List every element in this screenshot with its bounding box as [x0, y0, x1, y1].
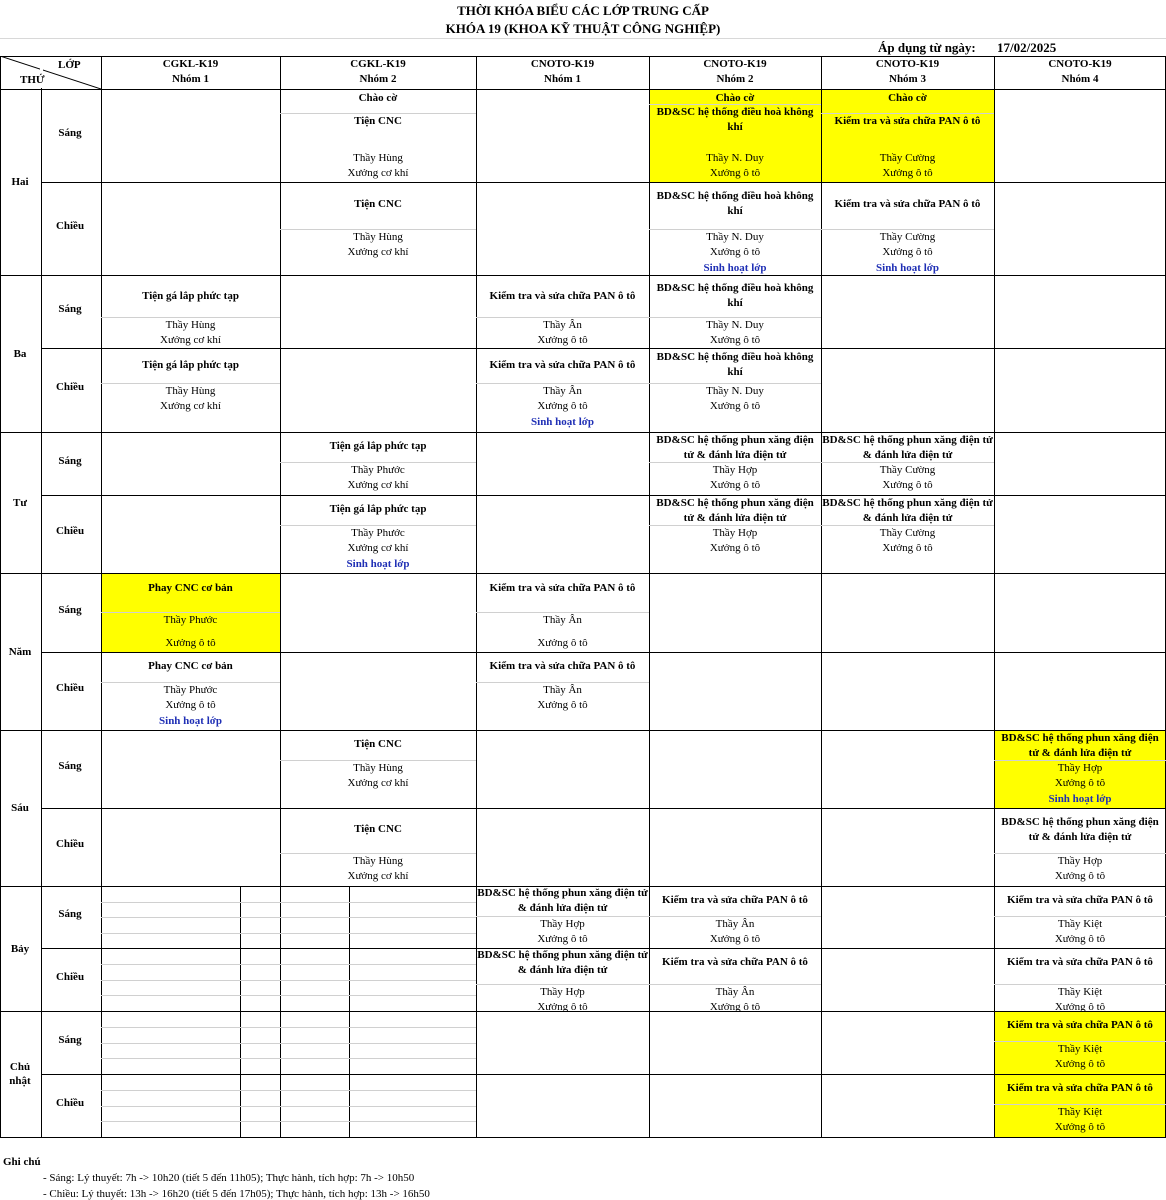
subject-name: Phay CNC cơ bản: [148, 660, 233, 672]
apply-date-value: 17/02/2025: [997, 40, 1057, 55]
workshop-location: Xưởng cơ khí: [160, 400, 221, 412]
header-lop-label: LỚP: [58, 59, 81, 71]
subject-name: BD&SC hệ thống điều hoà không khí: [656, 351, 814, 378]
cell-line-separator: [649, 525, 821, 526]
session-morning-label: Sáng: [58, 126, 82, 139]
subrow-separator: [101, 964, 476, 965]
class-header-name: CGKL-K19: [162, 58, 219, 70]
subject-name: Tiện gá lắp phức tạp: [142, 359, 239, 371]
teacher-name: Thầy Hùng: [165, 319, 216, 331]
workshop-location: Xưởng ô tô: [709, 246, 761, 258]
cell-line-separator: [476, 984, 649, 985]
session-afternoon-label: Chiều: [55, 1096, 85, 1109]
class-header-group: Nhóm 3: [889, 73, 926, 85]
lesson-cell: [101, 275, 280, 348]
class-header-name: CGKL-K19: [350, 58, 406, 70]
workshop-location: Xưởng ô tô: [709, 400, 761, 412]
lesson-cell: [649, 495, 821, 573]
teacher-name: Thầy Ân: [543, 684, 582, 696]
workshop-location: Xưởng cơ khí: [160, 334, 221, 346]
subrow-separator: [101, 917, 476, 918]
session-morning-label: Sáng: [58, 760, 82, 772]
cell-line-separator: [994, 984, 1166, 985]
teacher-name: Thầy Cường: [879, 527, 936, 539]
day-label: Năm: [8, 645, 32, 658]
lesson-cell: [476, 573, 649, 652]
class-header-group: Nhóm 2: [716, 73, 754, 85]
subject-name: Kiểm tra và sửa chữa PAN ô tô: [1007, 1019, 1153, 1031]
workshop-location: Xưởng ô tô: [882, 167, 933, 179]
subject-name: Kiểm tra và sửa chữa PAN ô tô: [489, 582, 636, 594]
day-label: Ba: [13, 347, 27, 360]
lesson-cell: [280, 808, 476, 886]
row-line: [0, 730, 1166, 731]
workshop-location: Xưởng cơ khí: [347, 479, 409, 491]
notes-label: Ghi chú: [3, 1156, 41, 1168]
lesson-cell: [821, 432, 994, 495]
split-divider: [240, 886, 241, 1137]
lesson-cell: [994, 1074, 1166, 1137]
flag-ceremony-label: Chào cờ: [715, 92, 755, 104]
teacher-name: Thầy Hùng: [353, 855, 403, 867]
teacher-name: Thầy Ân: [715, 986, 755, 998]
class-header-group: Nhóm 4: [1061, 73, 1099, 85]
session-morning-label: Sáng: [58, 908, 82, 920]
page-title: THỜI KHÓA BIỂU CÁC LỚP TRUNG CẤP: [457, 3, 709, 18]
subject-name: Kiểm tra và sửa chữa PAN ô tô: [662, 894, 808, 906]
class-header-name: CNOTO-K19: [703, 58, 767, 70]
teacher-name: Thầy Ân: [543, 614, 582, 626]
header-corner-diagonal: [0, 56, 101, 89]
teacher-name: Thầy Kiệt: [1057, 1106, 1103, 1118]
subject-name: Kiểm tra và sửa chữa PAN ô tô: [834, 198, 981, 210]
session-afternoon-label: Chiều: [55, 525, 85, 537]
day-label: Chủ nhật: [9, 1061, 31, 1087]
workshop-location: Xưởng ô tô: [1054, 1121, 1106, 1133]
class-header-name: CNOTO-K19: [1048, 58, 1112, 70]
cell-line-separator: [821, 229, 994, 230]
lesson-cell: [649, 89, 821, 182]
cell-line-separator: [280, 525, 476, 526]
cell-line-separator: [476, 317, 649, 318]
lesson-cell: [476, 275, 649, 348]
subject-name: Tiện gá lắp phức tạp: [329, 503, 427, 515]
cell-line-separator: [476, 682, 649, 683]
subject-name: Kiểm tra và sửa chữa PAN ô tô: [662, 956, 808, 968]
workshop-location: Xưởng ô tô: [709, 542, 761, 554]
session-morning-label: Sáng: [58, 454, 82, 467]
subject-name: BD&SC hệ thống phun xăng điện tử & đánh lửa điện tử: [1001, 732, 1159, 759]
cell-line-separator: [994, 1041, 1166, 1042]
teacher-name: Thầy Kiệt: [1057, 918, 1103, 930]
workshop-location: Xưởng ô tô: [165, 637, 216, 649]
subrow-separator: [101, 1090, 476, 1091]
workshop-location: Xưởng ô tô: [1054, 777, 1106, 789]
teacher-name: Thầy Phước: [351, 527, 405, 539]
subject-name: Tiện CNC: [354, 198, 402, 210]
teacher-name: Thầy Ân: [543, 319, 582, 331]
subject-name: BD&SC hệ thống phun xăng điện tử & đánh lửa điện tử: [822, 497, 993, 524]
lesson-cell: [649, 432, 821, 495]
lesson-cell: [649, 886, 821, 948]
cell-line-separator: [649, 317, 821, 318]
cell-line-separator: [649, 104, 821, 105]
teacher-name: Thầy Hợp: [1057, 855, 1103, 867]
lesson-cell: [821, 182, 994, 275]
cell-line-separator: [476, 383, 649, 384]
subject-name: Tiện gá lắp phức tạp: [329, 440, 427, 452]
class-header-group: Nhóm 1: [544, 73, 581, 85]
session-afternoon-label: Chiều: [55, 970, 85, 983]
lesson-cell: [821, 495, 994, 573]
subject-name: BD&SC hệ thống điều hoà không khí: [656, 282, 814, 309]
workshop-location: Xưởng ô tô: [709, 334, 761, 346]
lesson-cell: [280, 182, 476, 275]
teacher-name: Thầy Kiệt: [1057, 1043, 1103, 1055]
subrow-separator: [101, 980, 476, 981]
lesson-cell: [649, 275, 821, 348]
session-afternoon-label: Chiều: [55, 219, 85, 232]
workshop-location: Xưởng ô tô: [882, 479, 933, 491]
subject-name: Kiểm tra và sửa chữa PAN ô tô: [1007, 1082, 1153, 1094]
page-subtitle: KHÓA 19 (KHOA KỸ THUẬT CÔNG NGHIỆP): [445, 21, 721, 36]
class-activity-label: Sinh hoạt lớp: [703, 262, 767, 274]
teacher-name: Thầy Phước: [163, 614, 218, 626]
session-afternoon-label: Chiều: [55, 838, 85, 850]
subject-name: Phay CNC cơ bản: [148, 582, 233, 594]
teacher-name: Thầy Ân: [543, 385, 582, 397]
class-activity-label: Sinh hoạt lớp: [876, 262, 939, 274]
class-activity-label: Sinh hoạt lớp: [1048, 793, 1112, 805]
subject-name: Tiện gá lắp phức tạp: [142, 290, 239, 302]
subrow-separator: [101, 1027, 476, 1028]
subject-name: BD&SC hệ thống điều hoà không khí: [656, 190, 814, 217]
cell-line-separator: [649, 383, 821, 384]
cell-line-separator: [649, 916, 821, 917]
subject-name: BD&SC hệ thống phun xăng điện tử & đánh lửa điện tử: [477, 887, 648, 914]
teacher-name: Thầy Cường: [879, 464, 936, 476]
subject-name: Kiểm tra và sửa chữa PAN ô tô: [1007, 894, 1153, 906]
note-afternoon: - Chiều: Lý thuyết: 13h -> 16h20 (tiết 5 đến 17h05); Thực hành, tích hợp: 13h -> 16h50: [43, 1188, 430, 1200]
lesson-cell: [280, 495, 476, 573]
lesson-cell: [476, 886, 649, 948]
cell-line-separator: [821, 462, 994, 463]
workshop-location: Xưởng ô tô: [709, 933, 761, 945]
apply-date-label: Áp dụng từ ngày:: [878, 40, 976, 55]
subject-name: BD&SC hệ thống phun xăng điện tử & đánh lửa điện tử: [477, 949, 648, 976]
session-morning-label: Sáng: [58, 1033, 82, 1046]
class-activity-label: Sinh hoạt lớp: [159, 715, 222, 727]
teacher-name: Thầy Ân: [715, 918, 755, 930]
session-morning-label: Sáng: [58, 603, 82, 616]
teacher-name: Thầy N. Duy: [706, 319, 764, 331]
lesson-cell: [994, 1011, 1166, 1074]
teacher-name: Thầy Phước: [163, 684, 218, 696]
subject-name: Kiểm tra và sửa chữa PAN ô tô: [489, 660, 636, 672]
teacher-name: Thầy Cường: [879, 231, 936, 243]
subject-name: Tiện CNC: [354, 823, 402, 835]
timetable-grid: [0, 56, 1166, 1138]
workshop-location: Xưởng ô tô: [537, 637, 588, 649]
cell-line-separator: [101, 383, 280, 384]
cell-line-separator: [280, 853, 476, 854]
teacher-name: Thầy Hợp: [540, 918, 585, 930]
teacher-name: Thầy Hợp: [712, 527, 758, 539]
lesson-cell: [994, 886, 1166, 948]
class-activity-label: Sinh hoạt lớp: [346, 558, 410, 570]
workshop-location: Xưởng cơ khí: [347, 246, 409, 258]
lesson-cell: [476, 652, 649, 730]
cell-line-separator: [280, 462, 476, 463]
cell-line-separator: [101, 682, 280, 683]
subject-name: BD&SC hệ thống phun xăng điện tử & đánh lửa điện tử: [656, 497, 814, 524]
day-label: Sáu: [11, 802, 29, 814]
subject-name: BD&SC hệ thống phun xăng điện tử & đánh lửa điện tử: [656, 434, 814, 461]
subject-name: BD&SC hệ thống phun xăng điện tử & đánh lửa điện tử: [822, 434, 993, 461]
workshop-location: Xưởng cơ khí: [347, 777, 409, 789]
lesson-cell: [280, 730, 476, 808]
teacher-name: Thầy N. Duy: [706, 231, 764, 243]
subrow-separator: [101, 1058, 476, 1059]
lesson-cell: [994, 948, 1166, 1011]
subrow-separator: [101, 902, 476, 903]
row-line: [41, 182, 1166, 183]
teacher-name: Thầy Cường: [879, 152, 936, 164]
workshop-location: Xưởng cơ khí: [347, 542, 409, 554]
split-divider: [349, 886, 350, 1137]
session-afternoon-label: Chiều: [55, 381, 85, 393]
subrow-separator: [101, 995, 476, 996]
lesson-cell: [649, 948, 821, 1011]
cell-line-separator: [649, 462, 821, 463]
workshop-location: Xưởng ô tô: [1054, 1001, 1106, 1011]
subrow-separator: [101, 1121, 476, 1122]
session-afternoon-label: Chiều: [55, 682, 85, 694]
teacher-name: Thầy Hùng: [165, 385, 216, 397]
cell-line-separator: [280, 113, 476, 114]
lesson-cell: [649, 182, 821, 275]
workshop-location: Xưởng ô tô: [537, 699, 588, 711]
lesson-cell: [476, 348, 649, 432]
workshop-location: Xưởng ô tô: [1054, 933, 1106, 945]
subject-name: Kiểm tra và sửa chữa PAN ô tô: [489, 290, 636, 302]
cell-line-separator: [821, 113, 994, 114]
workshop-location: Xưởng ô tô: [537, 400, 588, 412]
subject-name: Kiểm tra và sửa chữa PAN ô tô: [489, 359, 636, 371]
workshop-location: Xưởng ô tô: [1054, 870, 1106, 882]
row-line: [0, 1137, 1166, 1138]
teacher-name: Thầy Phước: [351, 464, 405, 476]
subject-name: Kiểm tra và sửa chữa PAN ô tô: [834, 115, 981, 127]
cell-line-separator: [101, 317, 280, 318]
class-header-name: CNOTO-K19: [875, 58, 940, 70]
workshop-location: Xưởng ô tô: [537, 334, 588, 346]
lesson-cell: [994, 730, 1166, 808]
workshop-location: Xưởng ô tô: [882, 542, 933, 554]
lesson-cell: [821, 89, 994, 182]
flag-ceremony-label: Chào cờ: [888, 92, 927, 104]
day-label: Bảy: [10, 942, 30, 955]
workshop-location: Xưởng cơ khí: [347, 167, 409, 179]
workshop-location: Xưởng ô tô: [709, 479, 761, 491]
row-line: [41, 495, 1166, 496]
subject-name: BD&SC hệ thống điều hoà không khí: [656, 106, 814, 133]
flag-ceremony-label: Chào cờ: [358, 92, 398, 104]
workshop-location: Xưởng ô tô: [1054, 1058, 1106, 1070]
header-thu-label: THỨ: [20, 74, 45, 86]
day-label: Tư: [13, 496, 27, 509]
cell-line-separator: [994, 853, 1166, 854]
class-header-group: Nhóm 2: [359, 73, 397, 85]
teacher-name: Thầy Kiệt: [1057, 986, 1103, 998]
cell-line-separator: [280, 229, 476, 230]
cell-line-separator: [649, 229, 821, 230]
lesson-cell: [476, 948, 649, 1011]
cell-line-separator: [994, 916, 1166, 917]
lesson-cell: [649, 348, 821, 432]
col-line: [0, 56, 1, 1138]
teacher-name: Thầy Hợp: [712, 464, 758, 476]
lesson-cell: [994, 808, 1166, 886]
workshop-location: Xưởng ô tô: [537, 933, 588, 945]
workshop-location: Xưởng ô tô: [882, 246, 933, 258]
workshop-location: Xưởng ô tô: [709, 1001, 761, 1011]
subject-name: Kiểm tra và sửa chữa PAN ô tô: [1007, 956, 1153, 968]
lesson-cell: [280, 432, 476, 495]
session-morning-label: Sáng: [58, 302, 82, 315]
lesson-cell: [280, 89, 476, 182]
cell-line-separator: [101, 612, 280, 613]
teacher-name: Thầy Hợp: [540, 986, 585, 998]
subject-name: Tiện CNC: [354, 738, 402, 750]
day-label: Hai: [11, 176, 29, 188]
cell-line-separator: [994, 1104, 1166, 1105]
row-line: [0, 1011, 1166, 1012]
teacher-name: Thầy N. Duy: [706, 385, 764, 397]
subrow-separator: [101, 1043, 476, 1044]
teacher-name: Thầy Hợp: [1057, 762, 1103, 774]
teacher-name: Thầy N. Duy: [706, 152, 764, 164]
subject-name: Tiện CNC: [354, 115, 402, 127]
teacher-name: Thầy Hùng: [353, 231, 403, 243]
teacher-name: Thầy Hùng: [353, 762, 403, 774]
teacher-name: Thầy Hùng: [353, 152, 403, 164]
class-header-group: Nhóm 1: [172, 73, 209, 85]
lesson-cell: [101, 348, 280, 432]
subrow-separator: [101, 1106, 476, 1107]
subject-name: BD&SC hệ thống phun xăng điện tử & đánh lửa điện tử: [1001, 816, 1159, 843]
workshop-location: Xưởng cơ khí: [347, 870, 409, 882]
workshop-location: Xưởng ô tô: [537, 1001, 588, 1011]
lesson-cell: [101, 573, 280, 652]
lesson-cell: [101, 652, 280, 730]
title-divider: [0, 38, 1166, 39]
note-morning: - Sáng: Lý thuyết: 7h -> 10h20 (tiết 5 đến 11h05); Thực hành, tích hợp: 7h -> 10h50: [43, 1172, 415, 1184]
workshop-location: Xưởng ô tô: [165, 699, 216, 711]
workshop-location: Xưởng ô tô: [709, 167, 761, 179]
class-activity-label: Sinh hoạt lớp: [531, 416, 594, 428]
cell-line-separator: [476, 612, 649, 613]
cell-line-separator: [994, 760, 1166, 761]
cell-line-separator: [280, 760, 476, 761]
cell-line-separator: [649, 984, 821, 985]
subrow-separator: [101, 933, 476, 934]
cell-line-separator: [821, 525, 994, 526]
class-header-name: CNOTO-K19: [530, 58, 595, 70]
cell-line-separator: [476, 916, 649, 917]
